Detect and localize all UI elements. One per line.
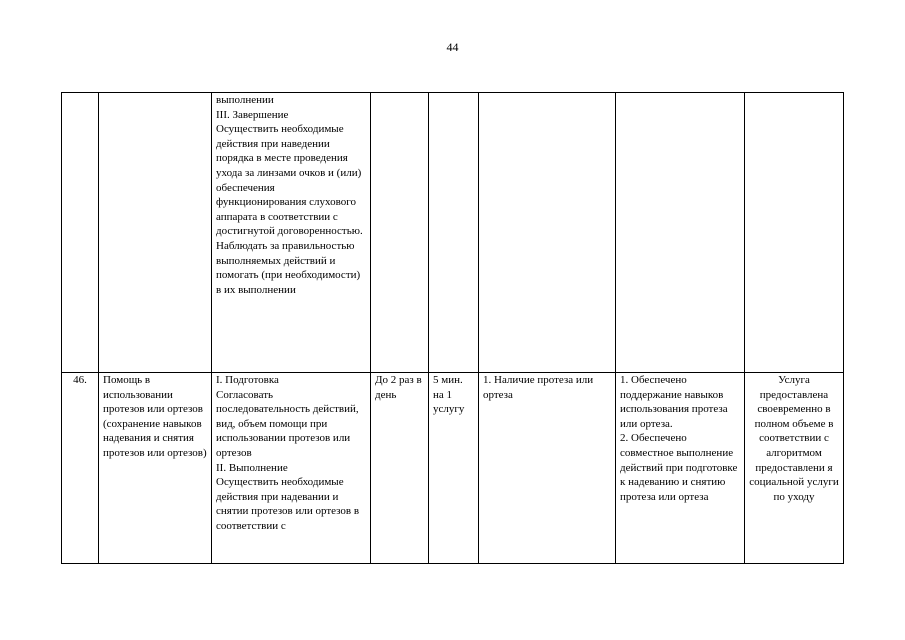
duration-cell	[429, 93, 479, 373]
duration-cell: 5 мин. на 1 услугу	[429, 373, 479, 564]
conditions-cell	[479, 93, 616, 373]
services-table	[61, 92, 844, 564]
table-row	[62, 93, 844, 373]
table-row	[62, 373, 844, 564]
page-number: 44	[446, 40, 459, 54]
evaluation-cell: Услуга предоставлена своевременно в полном объеме в соответствии с алгоритмом предоставлени я социальной услуги по уходу	[745, 373, 844, 564]
results-cell: 1. Обеспечено поддержание навыков использования протеза или ортеза. 2. Обеспечено совместное выполнение действий при подготовке к надеванию и снятию протеза или ортеза	[616, 373, 745, 564]
algorithm-cell: выполнении III. Завершение Осуществить необходимые действия при наведении порядка в месте проведения ухода за линзами очков и (или) обеспечения функционирования слухового аппарата в соответствии с достигнутой договоренностью. Наблюдать за правильностью выполняемых действий и помогать (при необходимости) в их выполнении	[212, 93, 371, 373]
row-number-cell: 46.	[62, 373, 99, 564]
frequency-cell	[371, 93, 429, 373]
conditions-cell: 1. Наличие протеза или ортеза	[479, 373, 616, 564]
service-name-cell: Помощь в использовании протезов или ортезов (сохранение навыков надевания и снятия протезов или ортезов)	[99, 373, 212, 564]
algorithm-cell: I. Подготовка Согласовать последовательность действий, вид, объем помощи при использовании протезов или ортезов II. Выполнение Осуществить необходимые действия при надевании и снятии протезов или ортезов в соответствии с	[212, 373, 371, 564]
evaluation-cell	[745, 93, 844, 373]
results-cell	[616, 93, 745, 373]
row-number-cell	[62, 93, 99, 373]
service-name-cell	[99, 93, 212, 373]
frequency-cell: До 2 раз в день	[371, 373, 429, 564]
